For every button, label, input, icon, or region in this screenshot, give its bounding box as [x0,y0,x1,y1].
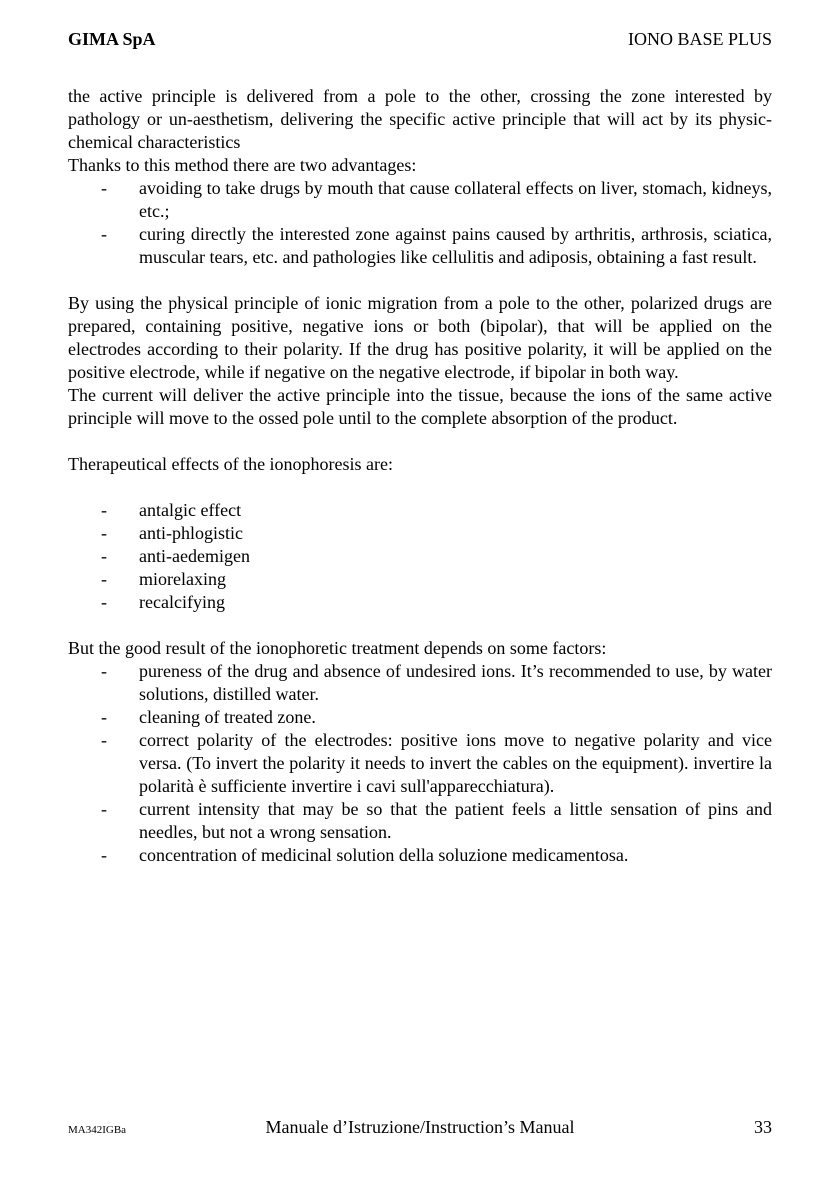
effects-list [68,499,772,614]
page-number: 33 [754,1117,772,1137]
dash-bullet: - [101,546,107,566]
list-item-text: curing directly the interested zone against pains caused by arthritis, arthrosis, sciatica, muscular tears, etc. and pathologies like cellulitis and adiposis, obtaining a fast result. [139,224,772,267]
factors-list [68,660,772,867]
list-item-text: pureness of the drug and absence of undesired ions. It’s recommended to use, by water solutions, distilled water. [139,661,772,704]
list-item-text: concentration of medicinal solution della soluzione medicamentosa. [139,845,629,865]
list-item [68,568,772,591]
list-item-text: avoiding to take drugs by mouth that cause collateral effects on liver, stomach, kidneys, etc.; [139,178,772,221]
effects-lead: Therapeutical effects of the ionophoresis are: [68,454,394,474]
page-footer [68,1117,772,1141]
list-item [68,706,772,729]
list-item [68,522,772,545]
dash-bullet: - [101,661,107,681]
dash-bullet: - [101,178,107,198]
page-body [68,85,772,867]
page-header [68,29,772,53]
company-name: GIMA SpA [68,29,156,49]
list-item-text: miorelaxing [139,569,226,589]
document-code: MA342IGBa [68,1124,127,1136]
list-item-text: anti-phlogistic [139,523,243,543]
list-item [68,844,772,867]
list-item-text: anti-aedemigen [139,546,250,566]
dash-bullet: - [101,845,107,865]
list-item-text: recalcifying [139,592,225,612]
dash-bullet: - [101,523,107,543]
delivery-paragraph: The current will deliver the active principle into the tissue, because the ions of the same active principle will move to the ossed pole until to the complete absorption of the product. [68,385,772,428]
principle-paragraph: By using the physical principle of ionic migration from a pole to the other, polarized drugs are prepared, containing positive, negative ions or both (bipolar), that will be applied on the electrodes according to their polarity. If the drug has positive polarity, it will be applied on the positive electrode, while if negative on the negative electrode, if bipolar in both way. [68,293,772,382]
dash-bullet: - [101,500,107,520]
list-item-text: cleaning of treated zone. [139,707,316,727]
list-item [68,798,772,844]
dash-bullet: - [101,569,107,589]
manual-title: Manuale d’Istruzione/Instruction’s Manual [265,1117,575,1137]
dash-bullet: - [101,799,107,819]
list-item [68,729,772,798]
dash-bullet: - [101,730,107,750]
list-item-text: current intensity that may be so that the patient feels a little sensation of pins and needles, but not a wrong sensation. [139,799,772,842]
intro-paragraph: the active principle is delivered from a pole to the other, crossing the zone interested by pathology or un-aesthetism, delivering the specific active principle that will act by its physic-chemical characteristics [68,86,772,152]
list-item [68,660,772,706]
advantages-lead: Thanks to this method there are two advantages: [68,155,417,175]
advantages-list [68,177,772,269]
dash-bullet: - [101,224,107,244]
factors-lead: But the good result of the ionophoretic treatment depends on some factors: [68,638,607,658]
list-item [68,223,772,269]
list-item-text: antalgic effect [139,500,242,520]
list-item [68,591,772,614]
dash-bullet: - [101,592,107,612]
list-item [68,499,772,522]
dash-bullet: - [101,707,107,727]
product-name: IONO BASE PLUS [627,29,772,49]
list-item-text: correct polarity of the electrodes: positive ions move to negative polarity and vice versa. (To invert the polarity it needs to invert the cables on the equipment). invertire la polarità è sufficiente invertire i cavi sull'apparecchiatura). [139,730,772,796]
list-item [68,545,772,568]
list-item [68,177,772,223]
